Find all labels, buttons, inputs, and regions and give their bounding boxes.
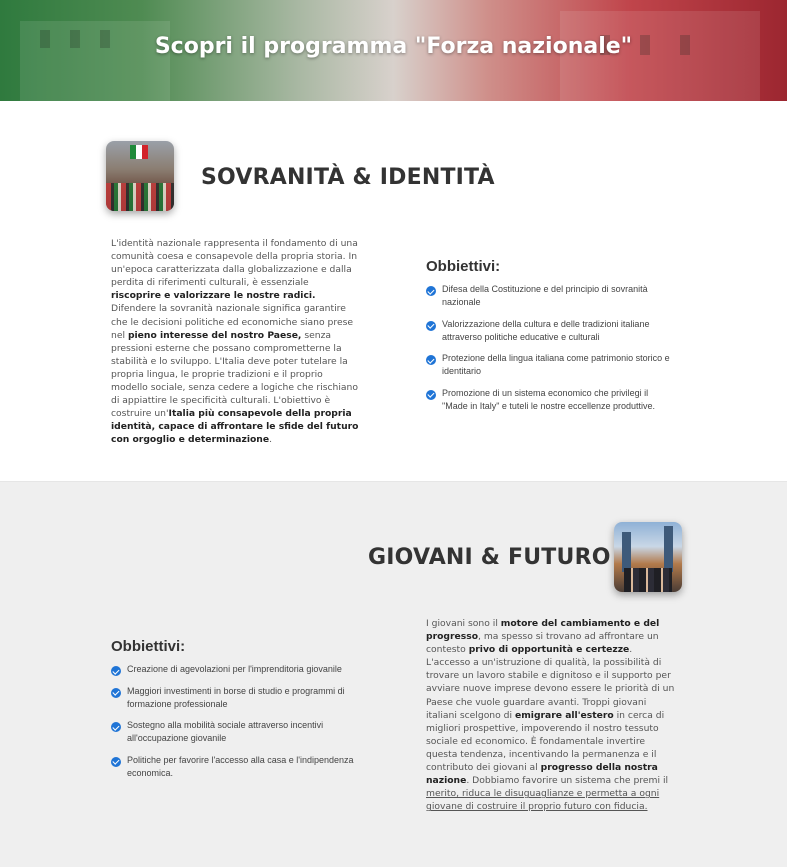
emphasis-text: pieno interesse del nostro Paese,	[127, 329, 302, 341]
objective-item: Protezione della lingua italiana come patrimonio storico e identitario	[426, 352, 676, 378]
check-circle-icon	[111, 757, 121, 767]
paragraph-text: . Dobbiamo favorire un sistema che premi il	[466, 775, 669, 787]
section-sovranita	[0, 101, 787, 481]
paragraph-text: .	[269, 434, 272, 446]
hero-title: Scopri il programma "Forza nazionale"	[154, 34, 633, 59]
section-title: SOVRANITÀ & IDENTITÀ	[201, 165, 495, 190]
objectives-list	[426, 283, 676, 421]
objective-item: Difesa della Costituzione e del principio di sovranità nazionale	[426, 283, 676, 309]
section-giovani	[0, 481, 787, 867]
paragraph-text: L'identità nazionale rappresenta il fondamento di una comunità coesa e consapevole della propria storia. In un'epoca caratterizzata dalla globalizzazione e dalla perdita di riferimenti culturali, è essenziale	[111, 238, 358, 289]
emphasis-text: Italia più consapevole della propria identità, capace di affrontare le sfide del futuro con orgoglio e determinazione	[111, 408, 359, 446]
hero-banner	[0, 0, 787, 101]
emphasis-text: riscoprire e valorizzare le nostre radici.	[111, 290, 316, 302]
paragraph-text: Difendere la sovranità nazionale significa garantire che le decisioni politiche ed economiche siano prese nel	[111, 303, 354, 341]
check-circle-icon	[426, 390, 436, 400]
check-circle-icon	[111, 722, 121, 732]
italian-flag-icon	[130, 145, 148, 159]
objective-item: Maggiori investimenti in borse di studio e programmi di formazione professionale	[111, 685, 361, 711]
emphasis-text: progresso della nostra nazione	[426, 762, 658, 787]
objective-item: Valorizzazione della cultura e delle tradizioni italiane attraverso politiche educative e culturali	[426, 318, 676, 344]
objectives-list	[111, 663, 361, 788]
objective-item: Sostegno alla mobilità sociale attraverso incentivi all'occupazione giovanile	[111, 719, 361, 745]
check-circle-icon	[111, 688, 121, 698]
check-circle-icon	[426, 286, 436, 296]
objectives-heading: Obbiettivi:	[426, 258, 501, 275]
objective-item: Politiche per favorire l'accesso alla casa e l'indipendenza economica.	[111, 754, 361, 780]
section-paragraph	[426, 617, 676, 813]
section-paragraph	[111, 237, 361, 447]
paragraph-text: . L'accesso a un'istruzione di qualità, la possibilità di trovare un lavoro stabile e dignitoso e il supporto per avviare nuove imprese devono essere le priorità di un Paese che vuole guardare avanti. Troppi giovani italiani scelgono di	[426, 644, 675, 721]
check-circle-icon	[426, 355, 436, 365]
emphasis-text: motore del cambiamento e del progresso	[426, 618, 660, 643]
crowd-flag-image	[106, 141, 174, 211]
check-circle-icon	[111, 666, 121, 676]
paragraph-text: , ma spesso si trovano ad affrontare un contesto	[426, 631, 659, 656]
paragraph-text: in cerca di migliori prospettive, impoverendo il nostro tessuto sociale ed economico. È fondamentale invertire questa tendenza, incentivando la permanenza e il contributo dei giovani al	[426, 709, 665, 774]
emphasis-text: emigrare all'estero	[514, 709, 614, 721]
objective-item: Promozione di un sistema economico che privilegi il "Made in Italy" e tuteli le nostre eccellenze produttive.	[426, 387, 676, 413]
paragraph-text: senza pressioni esterne che possano comprometterne la stabilità e lo sviluppo. L'Italia deve poter tutelare la propria lingua, le proprie tradizioni e il proprio modello sociale, senza cedere a logiche che rischiano di appiattire le specificità culturali. L'obiettivo è costruire un'	[111, 329, 358, 420]
emphasis-text: privo di opportunità e certezze	[468, 644, 630, 656]
paragraph-text: I giovani sono il	[426, 618, 501, 629]
underlined-text: merito, riduca le disuguaglianze e permetta a ogni giovane di costruire il proprio futuro con fiducia.	[426, 788, 660, 813]
young-professionals-image	[614, 522, 682, 592]
section-title: GIOVANI & FUTURO	[368, 545, 611, 570]
objectives-heading: Obbiettivi:	[111, 638, 186, 655]
check-circle-icon	[426, 321, 436, 331]
objective-item: Creazione di agevolazioni per l'imprenditoria giovanile	[111, 663, 361, 676]
